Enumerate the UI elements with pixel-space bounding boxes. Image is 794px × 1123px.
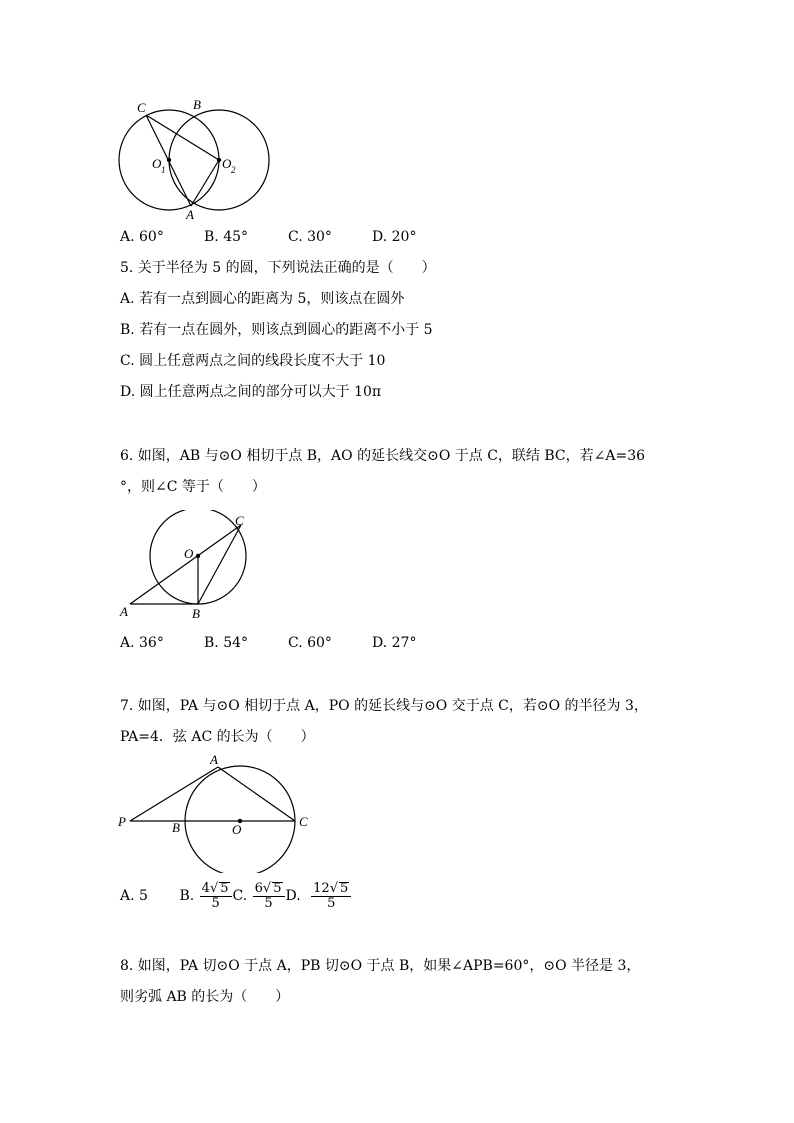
q7-option-d[interactable] (286, 876, 353, 916)
q7-label-c: C (299, 814, 308, 829)
q7-option-c[interactable] (233, 876, 286, 916)
q6-label-b: B (192, 606, 200, 621)
figure-q7 (112, 748, 317, 873)
q7-stem-line1: 7. 如图，PA 与⊙O 相切于点 A，PO 的延长线与⊙O 交于点 C，若⊙O 的半径为 3， (120, 698, 648, 714)
q7-option-b-prefix: B. (179, 888, 195, 904)
q7-option-b-radicand: 5 (220, 880, 229, 896)
q7-label-b: B (172, 820, 180, 835)
point-o1 (167, 158, 171, 162)
q7-stem-line2: PA=4．弦 AC 的长为（ ） (120, 729, 315, 745)
q6-option-d[interactable]: D. 27° (372, 635, 417, 651)
q6-option-c[interactable]: C. 60° (288, 635, 332, 651)
label-o2: O (222, 156, 232, 171)
q6-label-a: A (120, 604, 128, 619)
q7-option-c-coef: 6 (254, 880, 263, 896)
q7-segment-ac (218, 767, 295, 821)
q7-label-o: O (232, 822, 242, 837)
q7-options (120, 876, 352, 916)
q7-label-p: P (118, 814, 126, 829)
label-b: B (193, 97, 201, 112)
q7-option-c-radicand: 5 (273, 880, 282, 896)
label-o1: O (152, 156, 162, 171)
q4-option-a[interactable]: A. 60° (120, 229, 164, 245)
q8-stem-line2: 则劣弧 AB 的长为（ ） (120, 989, 290, 1005)
point-o2 (217, 158, 221, 162)
q7-option-c-fraction: $\frac{6√ 5}{5}$ (253, 882, 285, 911)
q7-option-b-coef: 4 (201, 880, 210, 896)
label-c: C (137, 100, 146, 115)
q4-options (120, 228, 416, 246)
q7-option-d-prefix: D. (285, 888, 301, 904)
q4-option-d[interactable]: D. 20° (372, 229, 417, 245)
q6-stem-line2: °，则∠C 等于（ ） (120, 479, 266, 495)
segment-o2a (191, 160, 219, 206)
q5-option-c[interactable]: C. 圆上任意两点之间的线段长度不大于 10 (120, 353, 386, 369)
q7-option-b-denominator: 5 (211, 895, 220, 911)
q7-option-d-denominator: 5 (327, 895, 336, 911)
q4-option-b[interactable]: B. 45° (204, 229, 249, 245)
q6-stem-line1: 6. 如图，AB 与⊙O 相切于点 B，AO 的延长线交⊙O 于点 C，联结 BC，若∠A=36 (120, 448, 646, 464)
q6-segment-ac (130, 525, 241, 604)
q7-option-b-fraction: $\frac{4√ 5}{5}$ (200, 882, 232, 911)
q6-option-b[interactable]: B. 54° (204, 635, 249, 651)
label-a: A (186, 207, 194, 220)
figure-q6 (112, 510, 262, 625)
q7-segment-pa (130, 767, 218, 821)
q6-point-o (196, 554, 200, 558)
q7-option-d-coef: 12 (313, 880, 330, 896)
q6-segment-bc (198, 525, 241, 604)
q4-option-c[interactable]: C. 30° (288, 229, 332, 245)
q7-option-c-prefix: C. (232, 888, 248, 904)
q6-label-c: C (235, 513, 244, 528)
q7-option-c-denominator: 5 (264, 895, 273, 911)
q6-options (120, 634, 416, 652)
q7-option-d-fraction: $\frac{12√ 5}{5}$ (311, 882, 351, 911)
q6-option-a[interactable]: A. 36° (120, 635, 164, 651)
q5-stem: 5. 关于半径为 5 的圆，下列说法正确的是（ ） (120, 260, 436, 276)
q5-option-b[interactable]: B. 若有一点在圆外，则该点到圆心的距离不小于 5 (120, 322, 433, 338)
figure-two-circles (110, 95, 280, 220)
q7-label-a: A (210, 752, 218, 767)
q7-option-b[interactable] (179, 876, 232, 916)
q5-option-d[interactable]: D. 圆上任意两点之间的部分可以大于 10π (120, 384, 382, 400)
q7-option-a[interactable]: A. 5 (120, 888, 148, 904)
q5-option-a[interactable]: A. 若有一点到圆心的距离为 5，则该点在圆外 (120, 291, 405, 307)
q8-stem-line1: 8. 如图，PA 切⊙O 于点 A，PB 切⊙O 于点 B，如果∠APB=60°，⊙O 半径是 3， (120, 958, 641, 974)
q6-label-o: O (184, 546, 194, 561)
label-o1-sub: 1 (161, 165, 166, 175)
q7-option-d-radicand: 5 (339, 880, 349, 896)
label-o2-sub: 2 (231, 165, 236, 175)
